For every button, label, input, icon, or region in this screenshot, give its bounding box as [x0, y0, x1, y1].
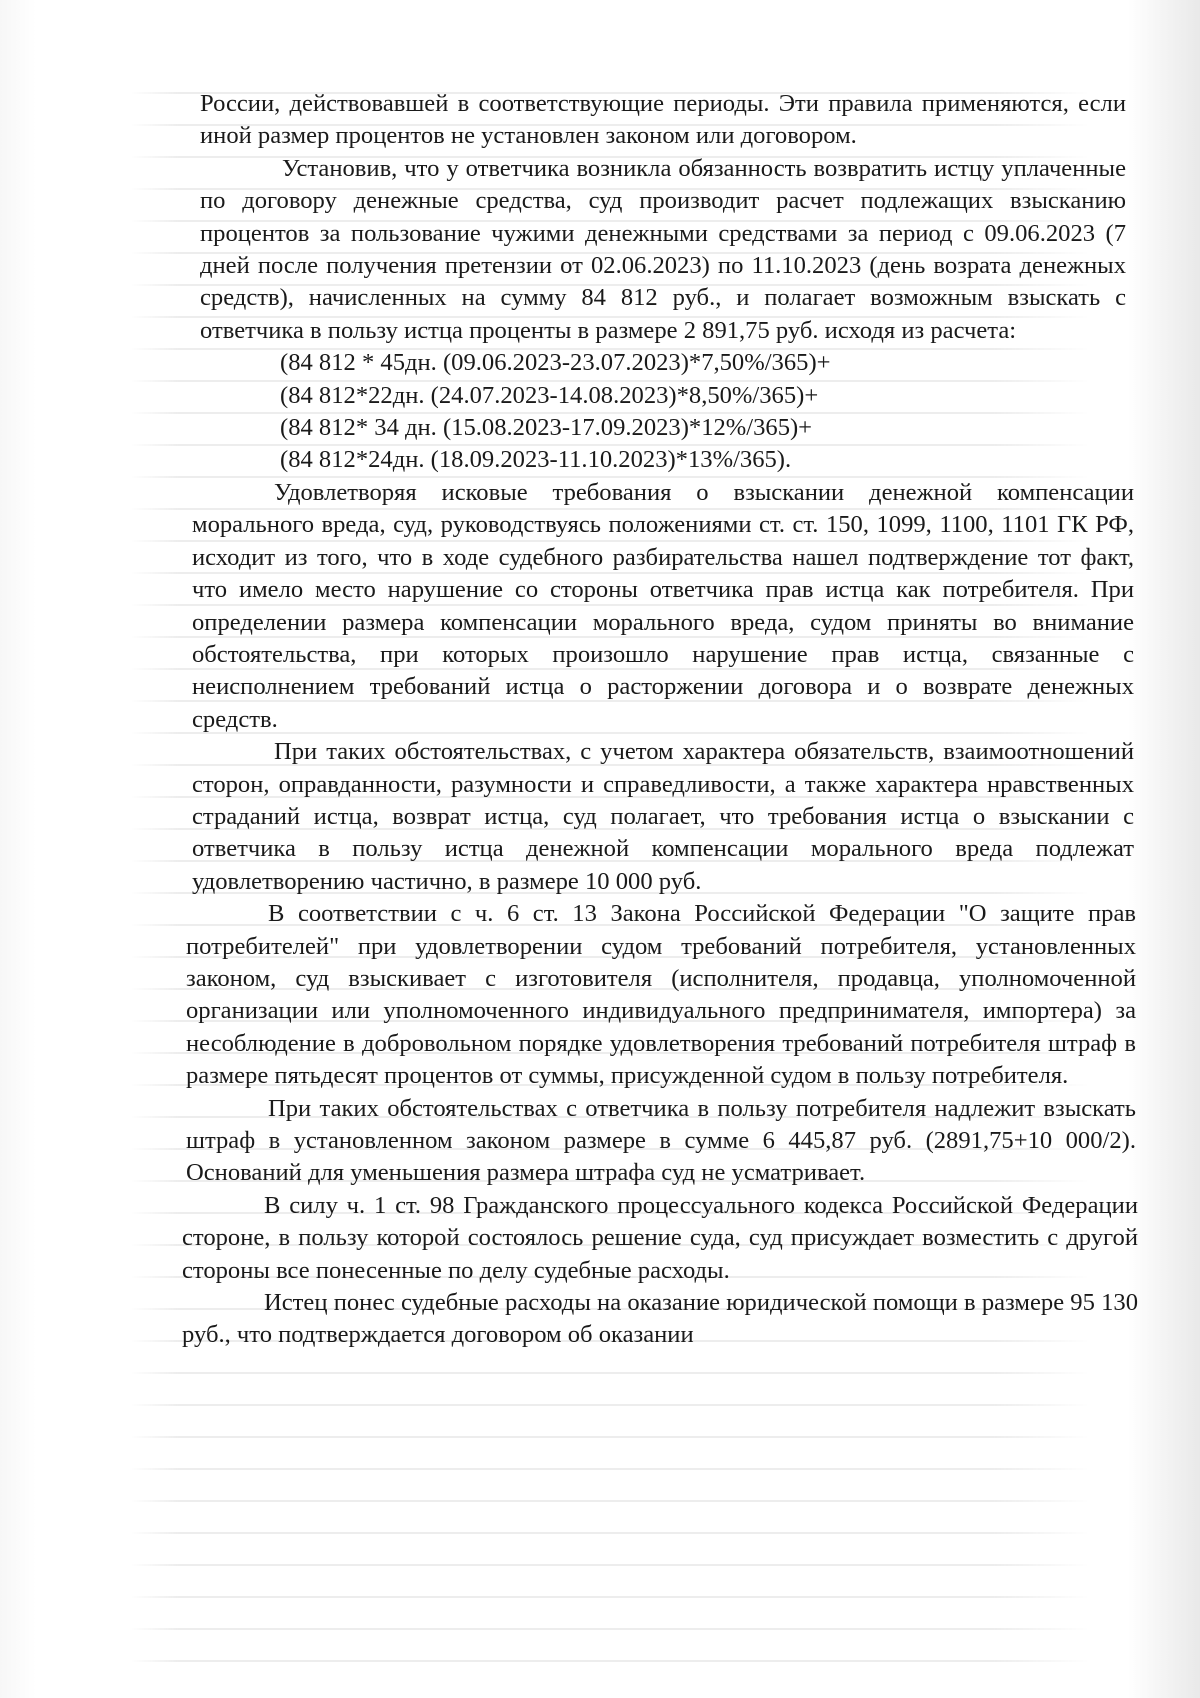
calculation-line: (84 812 * 45дн. (09.06.2023-23.07.2023)*7,50%/365)+ [280, 349, 831, 377]
calculation-line: (84 812*22дн. (24.07.2023-14.08.2023)*8,50%/365)+ [280, 381, 819, 409]
paragraph-court-costs: В силу ч. 1 ст. 98 Гражданского процессуального кодекса Российской Федерации стороне, в пользу которой состоялось решение суда, суд присуждает возместить с другой стороны все понесенные по делу судебные расходы. [182, 1191, 1138, 1284]
calculation-block [200, 347, 1126, 477]
paragraph-moral-damage: Удовлетворяя исковые требования о взыскании денежной компенсации морального вреда, суд, руководствуясь положениями ст. ст. 150, 1099, 1100, 1101 ГК РФ, исходит из того, что в ходе судебного разбирательства нашел подтверждение тот факт, что имело место нарушение со стороны ответчика прав истца как потребителя. При определении размера компенсации морального вреда, судом приняты во внимание обстоятельства, при которых произошло нарушение прав истца, связанные с неисполнением требований истца о расторжении договора и о возврате денежных средств. [192, 478, 1134, 733]
paragraph-interest-calculation: Установив, что у ответчика возникла обязанность возвратить истцу уплаченные по договору денежные средства, суд производит расчет подлежащих взысканию процентов за пользование чужими денежными средствами за период с 09.06.2023 (7 дней после получения претензии от 02.06.2023) по 11.10.2023 (день возрата денежных средств), начисленных на сумму 84 812 руб., и полагает возможным взыскать с ответчика в пользу истца проценты в размере 2 891,75 руб. исходя из расчета: [200, 154, 1126, 344]
paragraph-continuation: России, действовавшей в соответствующие периоды. Эти правила применяются, если иной размер процентов не установлен законом или договором. [200, 90, 1126, 150]
paragraph-consumer-law: В соответствии с ч. 6 ст. 13 Закона Российской Федерации "О защите прав потребителей" при удовлетворении судом требований потребителя, установленных законом, суд взыскивает с изготовителя (исполнителя, продавца, уполномоченной организации или уполномоченного индивидуального предпринимателя, импортера) за несоблюдение в добровольном порядке удовлетворения требований потребителя штраф в размере пятьдесят процентов от суммы, присужденной судом в пользу потребителя. [186, 900, 1136, 1090]
calculation-line: (84 812*24дн. (18.09.2023-11.10.2023)*13%/365). [280, 446, 792, 474]
paragraph-circumstances: При таких обстоятельствах, с учетом характера обязательств, взаимоотношений сторон, оправданности, разумности и справедливости, а также характера нравственных страданий истца, возврат истца, суд полагает, что требования истца о взыскании с ответчика в пользу истца денежной компенсации морального вреда подлежат удовлетворению частично, в размере 10 000 руб. [192, 738, 1134, 895]
document-body [182, 88, 1138, 1352]
paragraph-fine: При таких обстоятельствах с ответчика в пользу потребителя надлежит взыскать штраф в установленном законом размере в сумме 6 445,87 руб. (2891,75+10 000/2). Оснований для уменьшения размера штрафа суд не усматривает. [186, 1094, 1136, 1187]
calculation-line: (84 812* 34 дн. (15.08.2023-17.09.2023)*12%/365)+ [280, 414, 813, 442]
paragraph-legal-expenses: Истец понес судебные расходы на оказание юридической помощи в размере 95 130 руб., что подтверждается договором об оказании [182, 1289, 1138, 1349]
